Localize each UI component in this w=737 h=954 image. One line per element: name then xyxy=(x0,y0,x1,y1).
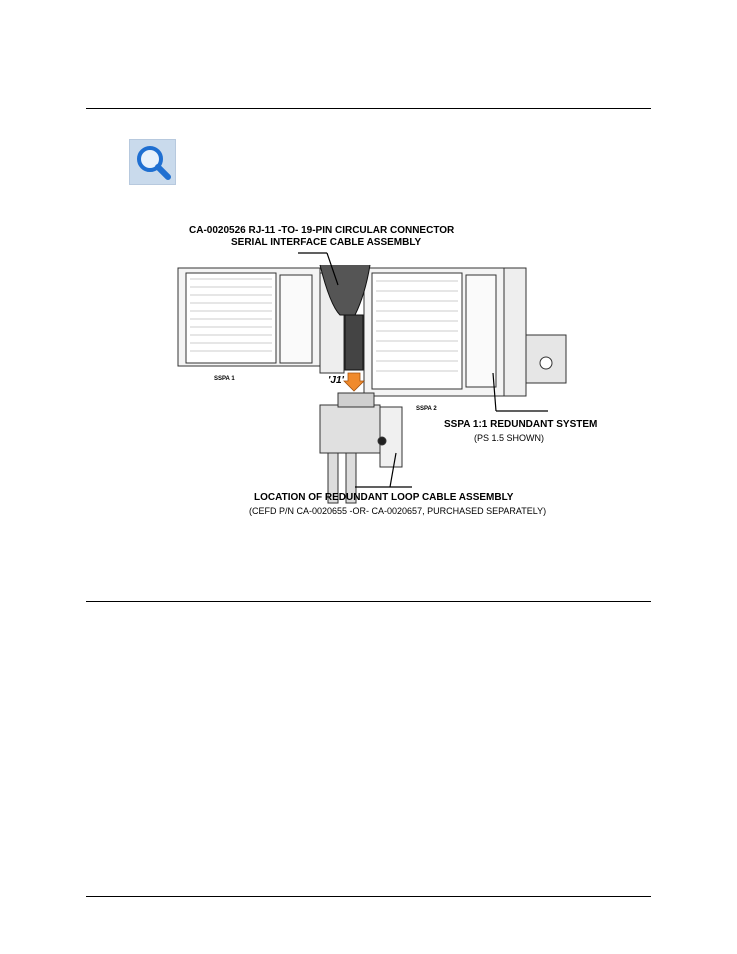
j1-label: 'J1' xyxy=(328,375,344,386)
redundant-system-figure xyxy=(150,215,630,520)
magnifier-icon xyxy=(129,139,176,185)
footer-rule xyxy=(86,896,651,897)
equipment-illustration xyxy=(150,215,630,520)
connector-callout-subtitle: SERIAL INTERFACE CABLE ASSEMBLY xyxy=(231,237,422,248)
sspa1-label: SSPA 1 xyxy=(214,376,235,382)
sspa2-label: SSPA 2 xyxy=(416,406,437,412)
system-callout-title: SSPA 1:1 REDUNDANT SYSTEM xyxy=(444,419,598,430)
connector-callout-title: CA-0020526 RJ-11 -TO- 19-PIN CIRCULAR CONNECTOR xyxy=(189,225,455,236)
loop-callout-subtitle: (CEFD P/N CA-0020655 -OR- CA-0020657, PURCHASED SEPARATELY) xyxy=(249,506,547,516)
system-callout-subtitle: (PS 1.5 SHOWN) xyxy=(474,433,545,443)
loop-callout-title: LOCATION OF REDUNDANT LOOP CABLE ASSEMBLY xyxy=(254,492,514,503)
header-rule xyxy=(86,108,651,109)
section-rule xyxy=(86,601,651,602)
